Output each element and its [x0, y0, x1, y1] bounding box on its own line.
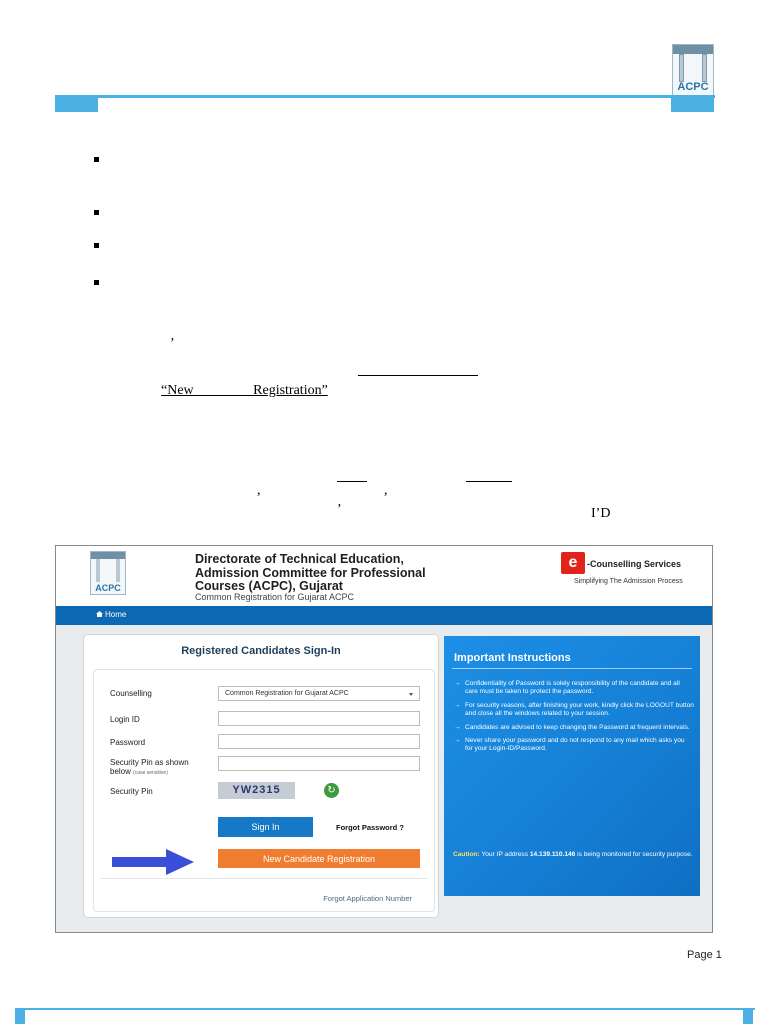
security-pin-shown-below: below [110, 767, 131, 776]
navbar [56, 606, 712, 625]
arrow-right-icon: → [454, 701, 461, 709]
ip-address: 14.139.110.146 [529, 851, 576, 858]
logo-arch [91, 552, 125, 559]
instruction-text: For security reasons, after finishing your work, kindly click the LOGOUT button and close all the windows related to your session. [465, 701, 694, 718]
counselling-select[interactable] [218, 686, 420, 701]
ecounselling-logo: e [561, 552, 585, 574]
arrow-right-icon: → [454, 737, 461, 745]
new-candidate-registration-button[interactable]: New Candidate Registration [218, 849, 420, 868]
arrow-right-icon [112, 849, 194, 875]
signin-button[interactable]: Sign In [218, 817, 313, 837]
signin-form [93, 669, 435, 912]
arrow-right-icon: → [454, 723, 461, 731]
footer-rule [15, 1008, 755, 1010]
ecounselling-tagline: Simplifying The Admission Process [574, 578, 683, 585]
form-divider [100, 878, 428, 879]
arrow-right-icon: → [454, 680, 461, 687]
important-instructions-panel [444, 636, 700, 896]
instruction-item [454, 724, 694, 732]
logo-text: ACPC [677, 81, 709, 93]
nav-home-label: Home [105, 610, 127, 619]
password-input[interactable] [218, 734, 420, 749]
caution-label: Caution: [453, 851, 480, 858]
acpc-header-logo [672, 44, 714, 96]
caution-text-pre: Your IP address [479, 851, 530, 858]
page-number: Page 1 [687, 949, 722, 961]
underline-fragment [358, 375, 478, 376]
org-title [195, 553, 455, 594]
instruction-item [454, 737, 694, 754]
caution-text-post: is being monitored for security purpose. [575, 851, 693, 858]
org-subtitle: Common Registration for Gujarat ACPC [195, 592, 355, 602]
security-pin-shown-line: Security Pin as shown [110, 758, 189, 767]
acpc-logo [90, 551, 126, 595]
signin-page-screenshot [55, 545, 713, 933]
security-pin-label: Security Pin [110, 787, 153, 796]
stray-apostrophe: ’ [170, 336, 175, 351]
site-header [56, 546, 712, 606]
header-rule [55, 95, 715, 98]
logo-arch [673, 45, 713, 54]
counselling-label: Counselling [110, 689, 152, 698]
counselling-selected-value: Common Registration for Gujarat ACPC [225, 690, 349, 697]
logo-pillar-right [116, 559, 120, 582]
logo-pillar-right [702, 54, 707, 82]
security-pin-input[interactable] [218, 756, 420, 771]
header-rule-block-right [671, 98, 714, 112]
login-id-input[interactable] [218, 711, 420, 726]
instruction-item [454, 680, 694, 697]
instruction-text: Confidentiality of Password is solely responsibility of the candidate and all care must be taken to protect the password. [465, 680, 680, 696]
bullet-marker [94, 280, 99, 285]
instruction-text: Never share your password and do not respond to any mail which asks you for your Login-ID/Password. [465, 737, 685, 753]
instruction-text: Candidates are advised to keep changing the Password at frequent intervals. [465, 723, 690, 731]
instructions-title: Important Instructions [454, 652, 571, 664]
logo-pillar-left [96, 559, 100, 582]
logo-text: ACPC [95, 583, 121, 593]
org-title-line: Directorate of Technical Education, [195, 552, 404, 566]
password-label: Password [110, 738, 146, 747]
forgot-application-number-link[interactable]: Forgot Application Number [323, 894, 412, 903]
forgot-password-link[interactable]: Forgot Password ? [336, 823, 404, 832]
footer-rule-block-right [743, 1010, 753, 1024]
signin-title: Registered Candidates Sign-In [181, 645, 341, 657]
stray-apostrophe: ’ [337, 502, 342, 517]
chevron-down-icon [409, 693, 413, 696]
instructions-rule [452, 668, 692, 669]
ecounselling-name: -Counselling Services [587, 559, 682, 569]
instructions-list [454, 680, 694, 759]
security-pin-shown-line [110, 767, 189, 778]
bullet-marker [94, 210, 99, 215]
captcha-image: YW2315 [218, 782, 295, 799]
security-pin-shown-label [110, 758, 189, 778]
footer-rule-block-left [15, 1010, 25, 1024]
stray-comma: , [257, 483, 261, 498]
home-icon [96, 611, 103, 617]
nav-home-link[interactable] [96, 610, 126, 619]
new-registration-quote: “New Registration” [161, 383, 328, 398]
org-title-line: Admission Committee for Professional [195, 565, 426, 580]
id-text: I’D [591, 506, 611, 521]
stray-comma: , [384, 483, 388, 498]
underline-fragment [466, 481, 512, 482]
bullet-marker [94, 157, 99, 162]
bullet-marker [94, 243, 99, 248]
instruction-item [454, 702, 694, 719]
underline-fragment [337, 481, 367, 482]
login-id-label: Login ID [110, 715, 140, 724]
refresh-icon[interactable]: ↻ [324, 783, 339, 798]
org-title-line: Courses (ACPC), Gujarat [195, 579, 343, 593]
case-sensitive-note: (case sensitive) [133, 770, 168, 776]
caution-note [453, 851, 697, 859]
header-rule-block-left [55, 98, 98, 112]
logo-pillar-left [679, 54, 684, 82]
signin-card [83, 634, 439, 918]
